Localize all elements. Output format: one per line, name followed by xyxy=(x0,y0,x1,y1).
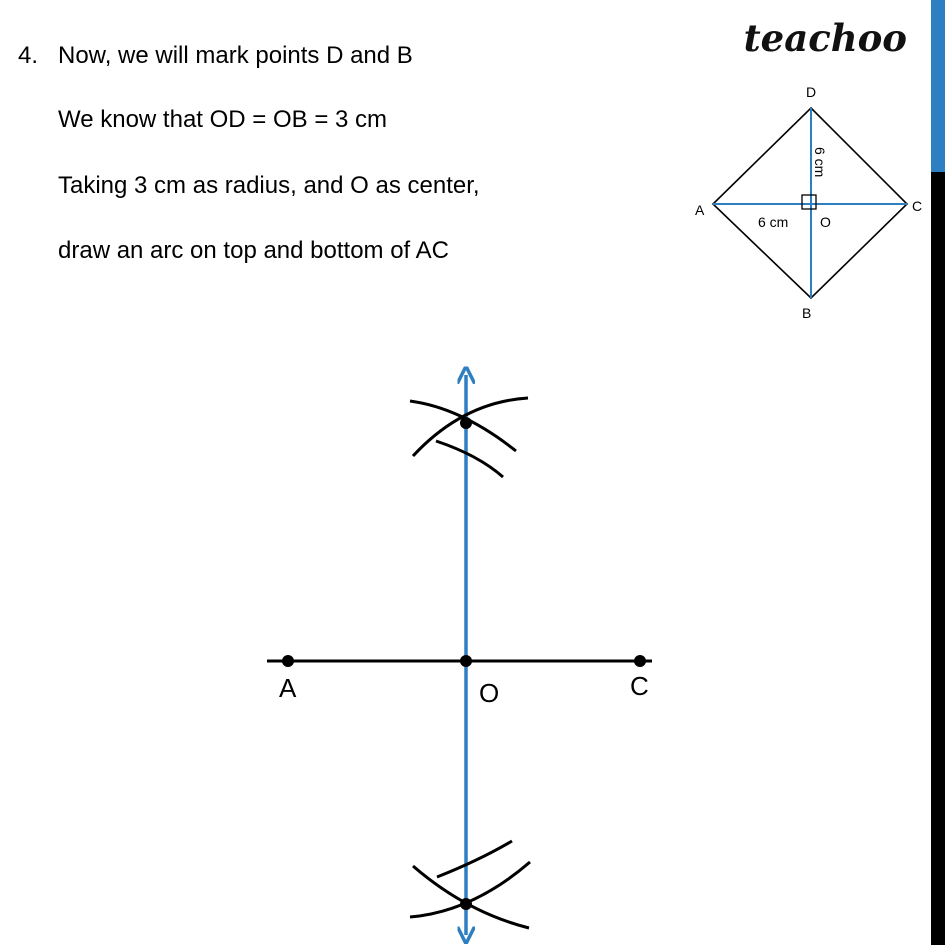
ref-label-c: C xyxy=(912,198,923,214)
lower-arc-3 xyxy=(437,841,512,877)
reference-rhombus-figure xyxy=(695,84,922,321)
step-number: 4. xyxy=(18,42,39,69)
step-line-3: Taking 3 cm as radius, and O as center, xyxy=(58,172,480,199)
ref-label-d: D xyxy=(806,84,817,100)
right-angle-marker xyxy=(802,195,816,209)
step-line-1: Now, we will mark points D and B xyxy=(58,42,413,69)
label-o: O xyxy=(479,678,500,708)
ref-label-a: A xyxy=(695,202,705,218)
ref-vertical-measure: 6 cm xyxy=(812,147,828,178)
label-c: C xyxy=(630,671,649,701)
upper-intersection-point xyxy=(460,417,472,429)
lower-intersection-point xyxy=(460,898,472,910)
ref-label-b: B xyxy=(802,305,812,321)
label-a: A xyxy=(279,673,297,703)
teachoo-logo: teachoo xyxy=(743,16,907,60)
step-line-2: We know that OD = OB = 3 cm xyxy=(58,106,388,133)
point-o xyxy=(460,655,472,667)
upper-arc-3 xyxy=(436,441,503,477)
ref-horizontal-measure: 6 cm xyxy=(758,214,789,230)
lower-arc-2 xyxy=(410,862,530,917)
point-a xyxy=(282,655,294,667)
point-c xyxy=(634,655,646,667)
step-line-4: draw an arc on top and bottom of AC xyxy=(58,237,449,264)
construction-figure xyxy=(267,375,652,935)
ref-label-o: O xyxy=(820,214,831,230)
